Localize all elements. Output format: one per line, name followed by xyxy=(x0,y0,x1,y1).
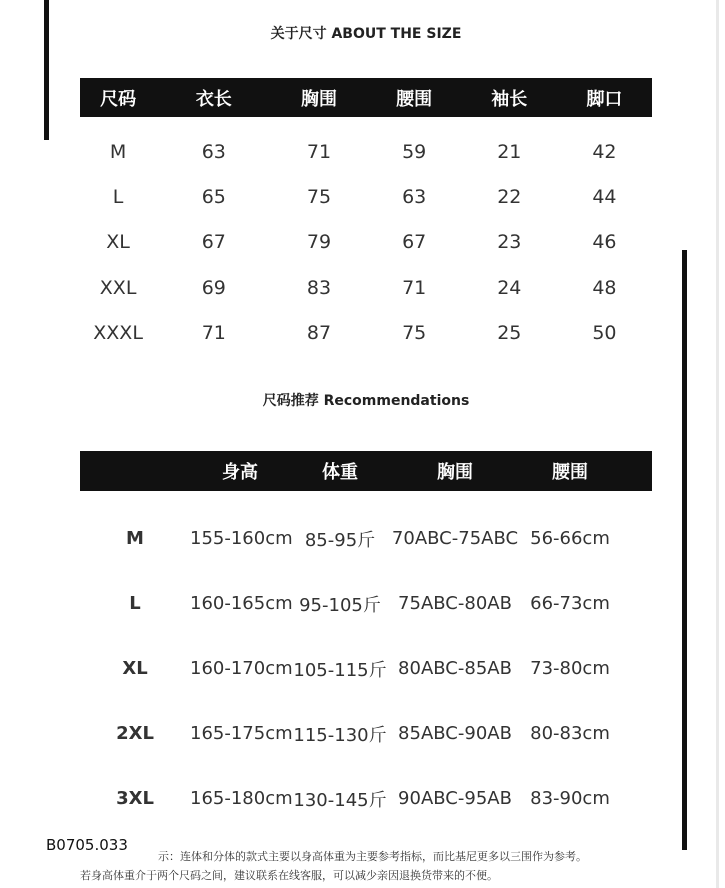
table-cell: 71 xyxy=(306,140,332,163)
table-cell: 73-80cm xyxy=(530,658,610,679)
header-cell: 身高 xyxy=(222,462,258,483)
table-cell: 130-145斤 xyxy=(293,789,387,811)
table-cell: 165-175cm xyxy=(190,723,293,744)
recommendations-header xyxy=(80,451,652,491)
sizing-note: 若身高体重介于两个尺码之间，建议联系在线客服，可以减少亲因退换货带来的不便。 xyxy=(80,869,498,882)
table-cell: 75 xyxy=(402,321,427,344)
table-cell: 66-73cm xyxy=(530,593,610,614)
table-row xyxy=(80,129,652,174)
right-border xyxy=(716,0,719,888)
header-cell: 胸围 xyxy=(437,462,473,483)
table-cell: XXXL xyxy=(93,321,143,344)
table-row xyxy=(80,310,652,355)
table-cell: 21 xyxy=(497,140,522,163)
table-cell: 105-115斤 xyxy=(293,659,387,681)
table-row xyxy=(80,220,652,265)
table-cell: 160-165cm xyxy=(190,593,293,614)
table-cell: 80ABC-85AB xyxy=(398,658,512,679)
table-cell: 48 xyxy=(592,276,617,299)
table-row xyxy=(80,265,652,310)
size-chart-header xyxy=(80,78,652,117)
header-cell: 衣长 xyxy=(195,88,232,110)
table-cell: 24 xyxy=(497,276,522,299)
table-cell: 71 xyxy=(402,276,427,299)
table-cell: 115-130斤 xyxy=(293,724,387,746)
table-cell: 75 xyxy=(306,185,332,208)
header-cell: 腰围 xyxy=(552,462,588,483)
product-code: B0705.033 xyxy=(46,836,128,854)
recommendations-title: 尺码推荐 Recommendations xyxy=(262,393,470,409)
table-cell: 46 xyxy=(592,231,617,254)
header-cell: 尺码 xyxy=(100,88,137,110)
table-cell: 67 xyxy=(402,231,427,254)
size-chart-table xyxy=(80,78,652,355)
table-cell: 69 xyxy=(201,276,226,299)
table-cell: 83 xyxy=(306,276,332,299)
table-row xyxy=(80,636,652,701)
table-cell: 85-95斤 xyxy=(304,529,376,551)
header-cell: 腰围 xyxy=(396,88,433,110)
table-row xyxy=(80,571,652,636)
table-row xyxy=(80,701,652,766)
table-cell: 90ABC-95AB xyxy=(398,788,512,809)
table-row xyxy=(80,766,652,831)
table-cell: L xyxy=(112,185,124,208)
table-cell: 71 xyxy=(201,321,226,344)
left-edge-stripe xyxy=(44,0,49,140)
table-row xyxy=(80,506,652,571)
header-cell: 体重 xyxy=(322,462,358,483)
header-cell: 袖长 xyxy=(491,88,528,110)
table-cell: 23 xyxy=(497,231,522,254)
table-cell: 22 xyxy=(497,185,522,208)
table-cell: 42 xyxy=(592,140,617,163)
table-cell: 75ABC-80AB xyxy=(398,593,512,614)
table-cell: 56-66cm xyxy=(530,528,610,549)
table-cell: 85ABC-90AB xyxy=(398,723,512,744)
table-cell: XL xyxy=(122,658,148,679)
header-cell: 胸围 xyxy=(301,88,338,110)
table-cell: XL xyxy=(106,231,130,254)
table-cell: 3XL xyxy=(116,788,154,809)
table-cell: XXL xyxy=(99,276,137,299)
table-cell: 155-160cm xyxy=(190,528,293,549)
table-cell: 79 xyxy=(306,231,332,254)
table-cell: 63 xyxy=(402,185,427,208)
size-chart-title: 关于尺寸 ABOUT THE SIZE xyxy=(270,26,462,42)
table-cell: M xyxy=(126,528,144,549)
table-cell: 65 xyxy=(201,185,226,208)
table-cell: 63 xyxy=(201,140,226,163)
table-cell: 67 xyxy=(201,231,226,254)
table-cell: 25 xyxy=(497,321,522,344)
sizing-note: 示：连体和分体的款式主要以身高体重为主要参考指标，而比基尼更多以三围作为参考。 xyxy=(158,850,587,863)
recommendations-table xyxy=(80,451,652,831)
table-cell: 70ABC-75ABC xyxy=(391,528,519,549)
table-cell: 2XL xyxy=(116,723,154,744)
table-cell: 165-180cm xyxy=(190,788,293,809)
table-cell: L xyxy=(129,593,141,614)
header-cell: 脚口 xyxy=(586,88,623,110)
table-cell: 80-83cm xyxy=(530,723,610,744)
right-edge-stripe xyxy=(682,250,687,850)
table-cell: 87 xyxy=(306,321,332,344)
table-cell: 50 xyxy=(592,321,617,344)
table-row xyxy=(80,174,652,219)
table-cell: 95-105斤 xyxy=(299,594,381,616)
table-cell: 160-170cm xyxy=(190,658,293,679)
table-cell: 59 xyxy=(402,140,427,163)
table-cell: 83-90cm xyxy=(530,788,610,809)
table-cell: M xyxy=(109,140,127,163)
table-cell: 44 xyxy=(592,185,617,208)
